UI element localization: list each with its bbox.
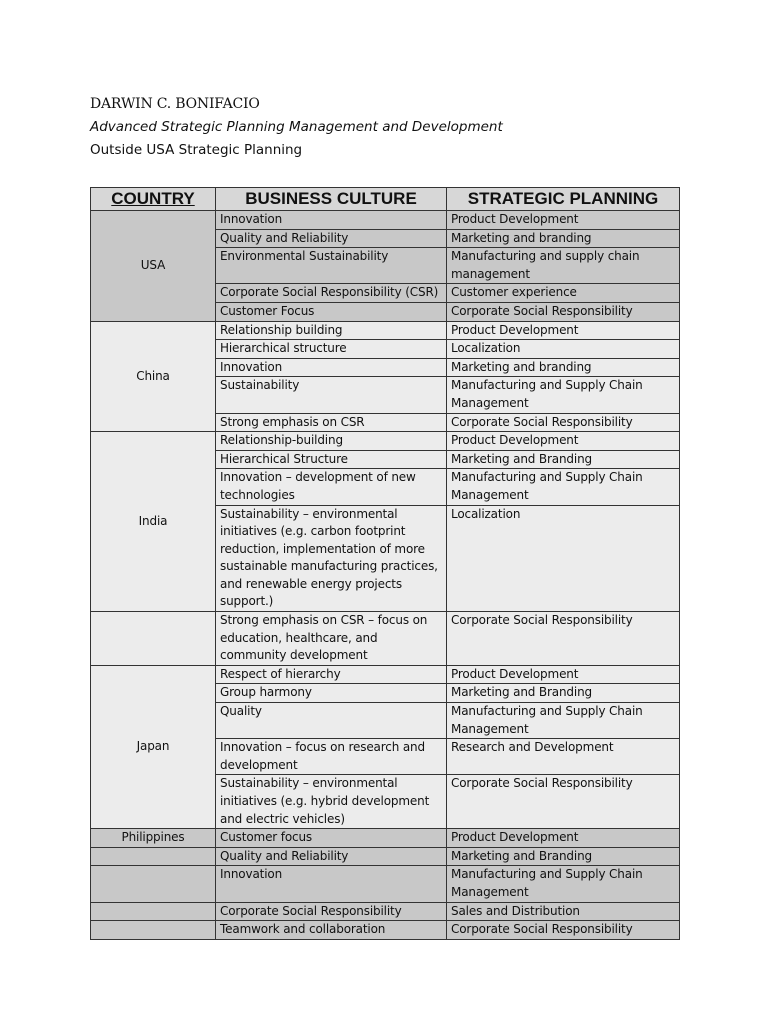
business-culture-cell: Respect of hierarchy	[216, 665, 447, 684]
business-culture-cell: Sustainability – environmental initiatives (e.g. hybrid development and electric vehicles)	[216, 775, 447, 829]
business-culture-cell: Strong emphasis on CSR – focus on education, healthcare, and community development	[216, 612, 447, 666]
strategic-planning-cell: Manufacturing and supply chain management	[447, 248, 680, 284]
strategic-planning-cell: Corporate Social Responsibility	[447, 775, 680, 829]
country-cell: Philippines	[91, 829, 216, 848]
business-culture-cell: Sustainability	[216, 377, 447, 413]
column-header-business-culture: BUSINESS CULTURE	[216, 188, 447, 211]
table-row	[91, 211, 680, 230]
strategic-planning-cell: Product Development	[447, 665, 680, 684]
business-culture-cell: Quality	[216, 703, 447, 739]
strategic-planning-cell: Product Development	[447, 321, 680, 340]
business-culture-cell: Customer Focus	[216, 302, 447, 321]
business-culture-cell: Innovation	[216, 866, 447, 902]
table-header-row	[91, 188, 680, 211]
country-cell: India	[91, 432, 216, 612]
strategic-planning-cell: Localization	[447, 505, 680, 612]
strategic-planning-cell: Marketing and Branding	[447, 450, 680, 469]
business-culture-cell: Quality and Reliability	[216, 229, 447, 248]
strategic-planning-cell: Localization	[447, 340, 680, 359]
column-header-country: COUNTRY	[91, 188, 216, 211]
strategic-planning-cell: Manufacturing and Supply Chain Management	[447, 377, 680, 413]
business-culture-cell: Corporate Social Responsibility	[216, 902, 447, 921]
strategic-planning-cell: Product Development	[447, 432, 680, 451]
strategic-planning-cell: Manufacturing and Supply Chain Management	[447, 866, 680, 902]
strategic-planning-cell: Corporate Social Responsibility	[447, 921, 680, 940]
table-row	[91, 432, 680, 451]
strategic-planning-cell: Marketing and branding	[447, 358, 680, 377]
business-culture-cell: Teamwork and collaboration	[216, 921, 447, 940]
table-row	[91, 866, 680, 902]
business-culture-cell: Hierarchical structure	[216, 340, 447, 359]
strategic-planning-cell: Manufacturing and Supply Chain Management	[447, 703, 680, 739]
country-cell: Japan	[91, 665, 216, 828]
strategic-planning-cell: Marketing and Branding	[447, 684, 680, 703]
table-row	[91, 321, 680, 340]
business-culture-cell: Sustainability – environmental initiatives (e.g. carbon footprint reduction, implementation of more sustainable manufacturing practices, and renewable energy projects support.)	[216, 505, 447, 612]
strategic-planning-cell: Sales and Distribution	[447, 902, 680, 921]
business-culture-cell: Relationship building	[216, 321, 447, 340]
table-row	[91, 921, 680, 940]
strategic-planning-cell: Customer experience	[447, 284, 680, 303]
business-culture-cell: Corporate Social Responsibility (CSR)	[216, 284, 447, 303]
country-cell	[91, 847, 216, 866]
country-cell: China	[91, 321, 216, 432]
author-name: DARWIN C. BONIFACIO	[90, 96, 260, 112]
strategic-planning-cell: Product Development	[447, 829, 680, 848]
country-cell	[91, 866, 216, 902]
business-culture-cell: Innovation – focus on research and development	[216, 739, 447, 775]
business-culture-cell: Customer focus	[216, 829, 447, 848]
document-header	[90, 93, 503, 162]
strategic-planning-cell: Product Development	[447, 211, 680, 230]
course-title: Advanced Strategic Planning Management and Development	[90, 119, 503, 135]
strategic-planning-cell: Corporate Social Responsibility	[447, 612, 680, 666]
table-row	[91, 902, 680, 921]
country-cell	[91, 921, 216, 940]
business-culture-cell: Innovation	[216, 211, 447, 230]
strategic-planning-cell: Research and Development	[447, 739, 680, 775]
column-header-strategic-planning: STRATEGIC PLANNING	[447, 188, 680, 211]
business-culture-cell: Quality and Reliability	[216, 847, 447, 866]
table-row	[91, 665, 680, 684]
country-cell	[91, 612, 216, 666]
strategic-planning-cell: Corporate Social Responsibility	[447, 302, 680, 321]
table-row	[91, 847, 680, 866]
business-culture-cell: Group harmony	[216, 684, 447, 703]
business-culture-cell: Strong emphasis on CSR	[216, 413, 447, 432]
strategic-planning-cell: Manufacturing and Supply Chain Management	[447, 469, 680, 505]
strategic-planning-cell: Corporate Social Responsibility	[447, 413, 680, 432]
country-cell	[91, 902, 216, 921]
strategic-planning-cell: Marketing and branding	[447, 229, 680, 248]
table-row	[91, 829, 680, 848]
country-cell: USA	[91, 211, 216, 322]
business-culture-cell: Relationship-building	[216, 432, 447, 451]
business-culture-cell: Innovation – development of new technologies	[216, 469, 447, 505]
strategic-planning-cell: Marketing and Branding	[447, 847, 680, 866]
document-subtitle: Outside USA Strategic Planning	[90, 142, 303, 158]
business-culture-cell: Innovation	[216, 358, 447, 377]
business-culture-cell: Environmental Sustainability	[216, 248, 447, 284]
strategic-planning-table	[90, 187, 680, 940]
business-culture-cell: Hierarchical Structure	[216, 450, 447, 469]
table-row	[91, 612, 680, 666]
